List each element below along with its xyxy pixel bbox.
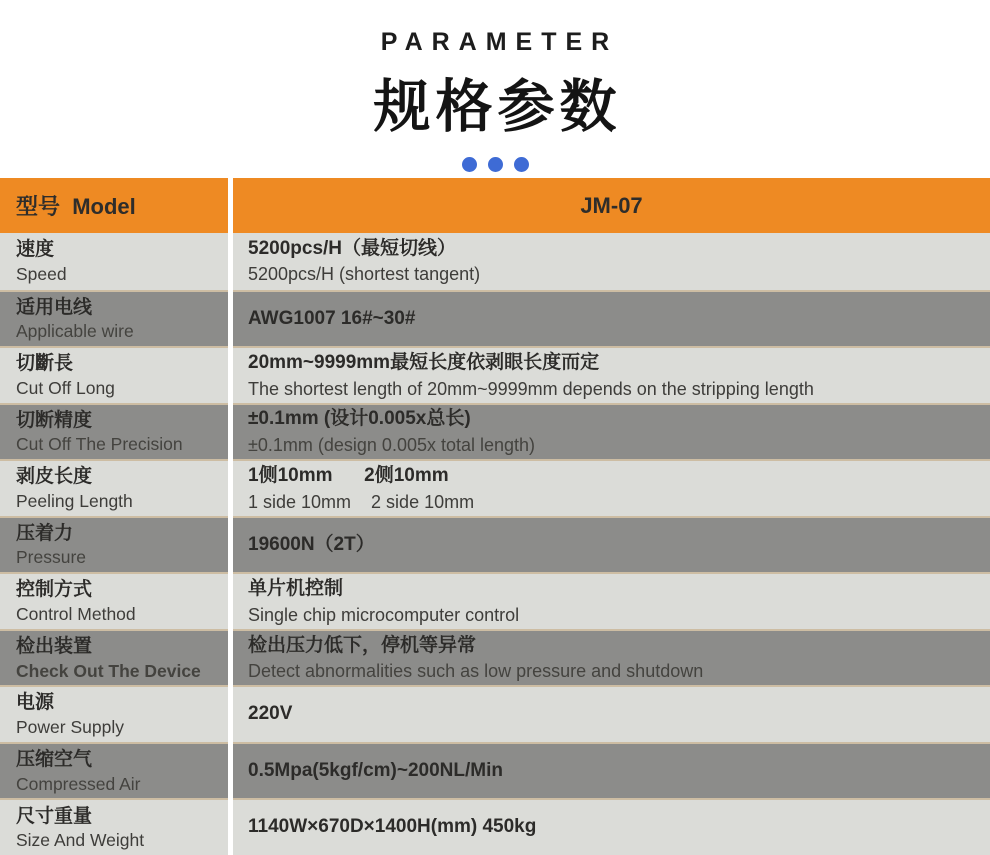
table-row	[0, 798, 990, 855]
model-header-label: 型号 Model	[0, 178, 228, 233]
row-value-english: ±0.1mm (design 0.005x total length)	[248, 435, 536, 456]
row-label-chinese: 尺寸重量	[16, 805, 93, 827]
table-row	[0, 572, 990, 629]
row-value-cell	[233, 459, 990, 516]
row-value-english: Detect abnormalities such as low pressure and shutdown	[248, 661, 704, 682]
row-value-cell	[233, 516, 990, 573]
row-label-chinese: 压着力	[16, 522, 74, 544]
row-label-english: Compressed Air	[16, 773, 141, 794]
row-label-cell	[0, 572, 228, 629]
row-label-english: Cut Off Long	[16, 377, 115, 398]
row-value-english: 5200pcs/H (shortest tangent)	[248, 264, 481, 285]
row-label-cell	[0, 629, 228, 686]
row-label-chinese: 压缩空气	[16, 749, 93, 770]
row-value-primary: 19600N（2T）	[248, 533, 375, 555]
row-label-chinese: 切断精度	[16, 409, 93, 431]
row-value-english: 1 side 10mm 2 side 10mm	[248, 491, 475, 512]
row-value-primary: 5200pcs/H（最短切线）	[248, 237, 457, 259]
row-label-cell	[0, 798, 228, 855]
table-row	[0, 742, 990, 799]
row-label-chinese: 电源	[16, 692, 55, 714]
row-value-primary: 检出压力低下，停机等异常	[248, 634, 477, 656]
title-chinese: 规格参数	[373, 75, 622, 139]
row-value-cell	[233, 685, 990, 742]
row-value-primary: AWG1007 16#~30#	[248, 307, 416, 329]
table-row	[0, 346, 990, 403]
model-header-value: JM-07	[233, 178, 990, 233]
row-label-english: Applicable wire	[16, 321, 134, 342]
row-label-english: Cut Off The Precision	[16, 434, 183, 455]
table-row	[0, 516, 990, 573]
table-header-row	[0, 178, 990, 233]
table-row	[0, 629, 990, 686]
table-row	[0, 233, 990, 290]
row-value-primary: 0.5Mpa(5kgf/cm)~200NL/Min	[248, 759, 503, 781]
dot-icon	[514, 157, 529, 172]
dot-icon	[462, 157, 477, 172]
title-english: PARAMETER	[380, 28, 619, 56]
table-row	[0, 290, 990, 347]
spec-table	[0, 178, 990, 855]
row-label-english: Control Method	[16, 604, 136, 624]
row-label-cell	[0, 685, 228, 742]
row-value-english: Single chip microcomputer control	[248, 604, 520, 625]
row-label-chinese: 切斷長	[16, 353, 74, 375]
table-row	[0, 459, 990, 516]
row-label-english: Power Supply	[16, 717, 124, 738]
dot-icon	[488, 157, 503, 172]
row-label-chinese: 控制方式	[16, 579, 93, 601]
row-label-cell	[0, 516, 228, 573]
row-label-chinese: 剥皮长度	[16, 466, 93, 488]
row-label-chinese: 检出装置	[16, 635, 93, 657]
table-row	[0, 685, 990, 742]
row-value-cell	[233, 346, 990, 403]
row-value-primary: ±0.1mm (设计0.005x总长)	[248, 408, 471, 430]
row-value-english: The shortest length of 20mm~9999mm depends on the stripping length	[248, 378, 814, 399]
row-value-cell	[233, 629, 990, 686]
row-value-primary: 1140W×670D×1400H(mm) 450kg	[248, 816, 537, 838]
row-value-cell	[233, 403, 990, 460]
accent-dots	[0, 157, 990, 172]
row-value-cell	[233, 233, 990, 290]
row-label-english: Size And Weight	[16, 830, 145, 851]
row-label-cell	[0, 233, 228, 290]
row-label-english: Pressure	[16, 547, 87, 568]
row-label-chinese: 适用电线	[16, 296, 93, 318]
row-label-cell	[0, 742, 228, 799]
row-label-english: Check Out The Device	[16, 660, 201, 681]
row-value-cell	[233, 572, 990, 629]
row-label-english: Peeling Length	[16, 490, 133, 511]
row-label-cell	[0, 290, 228, 347]
page-header	[0, 0, 990, 172]
row-label-cell	[0, 403, 228, 460]
row-value-cell	[233, 290, 990, 347]
row-label-english: Speed	[16, 263, 67, 284]
table-row	[0, 403, 990, 460]
row-value-primary: 220V	[248, 703, 293, 725]
row-value-cell	[233, 798, 990, 855]
row-label-chinese: 速度	[16, 239, 55, 261]
row-value-primary: 20mm~9999mm最短长度依剥眼长度而定	[248, 351, 600, 373]
row-value-cell	[233, 742, 990, 799]
row-value-primary: 单片机控制	[248, 578, 344, 600]
row-value-primary: 1侧10mm 2侧10mm	[248, 465, 449, 487]
row-label-cell	[0, 346, 228, 403]
row-label-cell	[0, 459, 228, 516]
